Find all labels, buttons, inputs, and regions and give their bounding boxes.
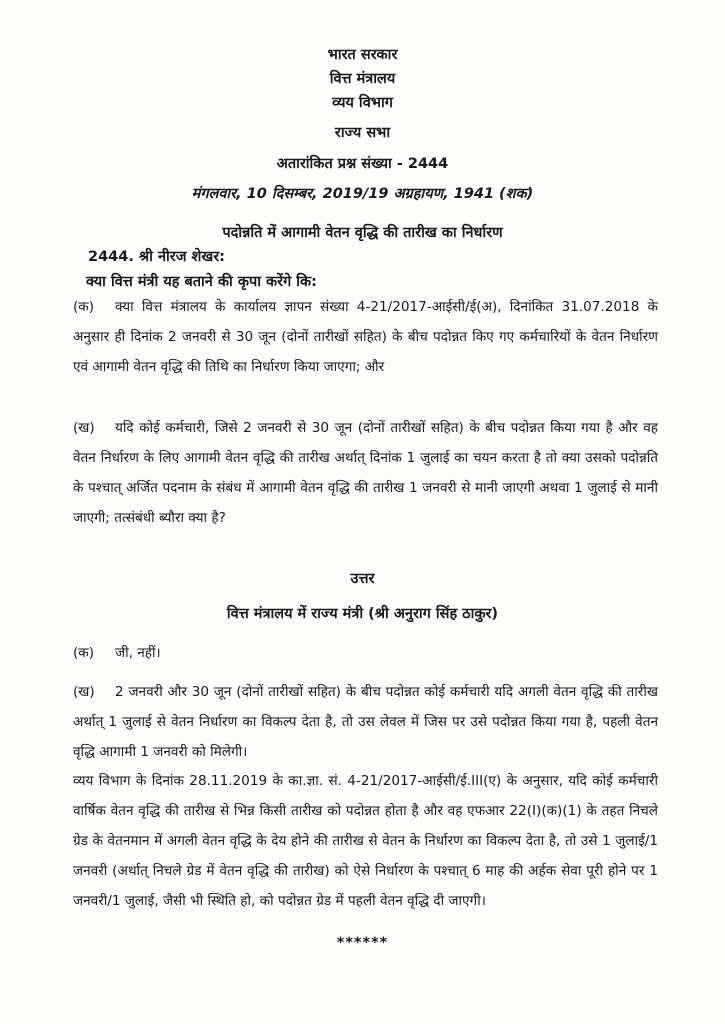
asker-name: 2444. श्री नीरज शेखर: <box>88 249 225 265</box>
question-b-text: यदि कोई कर्मचारी, जिसे 2 जनवरी से 30 जून (दोनों तारीखों सहित) के बीच पदोन्नत किया गया है और वह वेतन निर्धारण के लिए आगामी वेतन वृद्धि की तारीख अर्थात् दिनांक 1 जुलाई का चयन करता है तो क्या उसको पदोन्नति के पश्चात् अर्जित पदनाम के संबंध में आगामी वेतन वृद्धि की तारीख 1 जनवरी से मानी जाएगी अथवा 1 जुलाई से मानी जाएगी; तत्संबंधी ब्यौरा क्या है? <box>73 420 658 526</box>
answer-a-text: जी, नहीं। <box>115 645 161 661</box>
header-house: राज्य सभा <box>334 125 391 141</box>
question-b <box>73 413 658 533</box>
answer-a <box>73 638 658 668</box>
answer-b-label: (ख) <box>73 684 95 700</box>
question-a-text: क्या वित्त मंत्रालय के कार्यालय ज्ञापन संख्या 4-21/2017-आईसी/ई(अ), दिनांकित 31.07.2018 के अनुसार ही दिनांक 2 जनवरी से 30 जून (दोनों तारीखों सहित) के बीच पदोन्नत किए गए कर्मचारियों के वेतन निर्धारण एवं आगामी वेतन वृद्धि की तिथि का निर्धारण किया जाएगा; और <box>73 299 658 375</box>
answer-b <box>73 677 658 767</box>
answer-heading: उत्तर <box>350 571 375 587</box>
closing-paragraph: व्यय विभाग के दिनांक 28.11.2019 के का.ज्ञा. सं. 4-21/2017-आईसी/ई.III(ए) के अनुसार, यदि कोई कर्मचारी वार्षिक वेतन वृद्धि की तारीख से भिन्न किसी तारीख को पदोन्नत होता है और वह एफआर 22(I)(क)(1) के तहत निचले ग्रेड के वेतनमान में अगली वेतन वृद्धि के देय होने की तारीख से वेतन के निर्धारण का विकल्प देता है, तो उसे 1 जुलाई/1 जनवरी (अर्थात् निचले ग्रेड में वेतन वृद्धि की तारीख) को ऐसे निर्धारण के पश्चात् 6 माह की अर्हक सेवा पूरी होने पर 1 जनवरी/1 जुलाई, जैसी भी स्थिति हो, को पदोन्नत ग्रेड में पहली वेतन वृद्धि दी जाएगी। <box>73 773 658 909</box>
end-mark: ****** <box>336 935 389 951</box>
answer-b-text: 2 जनवरी और 30 जून (दोनों तारीखों सहित) के बीच पदोन्नत कोई कर्मचारी यदि अगली वेतन वृद्धि की तारीख अर्थात् 1 जुलाई से वेतन निर्धारण का विकल्प देता है, तो उस लेवल में जिस पर उसे पदोन्नत किया गया है, पहली वेतन वृद्धि आगामी 1 जनवरी को मिलेगी। <box>73 684 658 760</box>
header-government: भारत सरकार <box>327 47 398 63</box>
minister-name: वित्त मंत्रालय में राज्य मंत्री (श्री अनुराग सिंह ठाकुर) <box>226 606 499 622</box>
question-intro: क्या वित्त मंत्री यह बताने की कृपा करेंगे कि: <box>86 274 317 290</box>
question-date: मंगलवार, 10 दिसम्बर, 2019/19 अग्रहायण, 1941 (शक) <box>191 186 534 202</box>
question-b-label: (ख) <box>73 420 95 436</box>
question-a-label: (क) <box>73 299 95 315</box>
question-a <box>73 292 658 382</box>
header-ministry: वित्त मंत्रालय <box>329 71 396 87</box>
header-department: व्यय विभाग <box>332 95 393 111</box>
subject-title: पदोन्नति में आगामी वेतन वृद्धि की तारीख का निर्धारण <box>222 225 503 241</box>
question-number: अतारांकित प्रश्न संख्या - 2444 <box>276 156 449 172</box>
answer-a-label: (क) <box>73 645 95 661</box>
